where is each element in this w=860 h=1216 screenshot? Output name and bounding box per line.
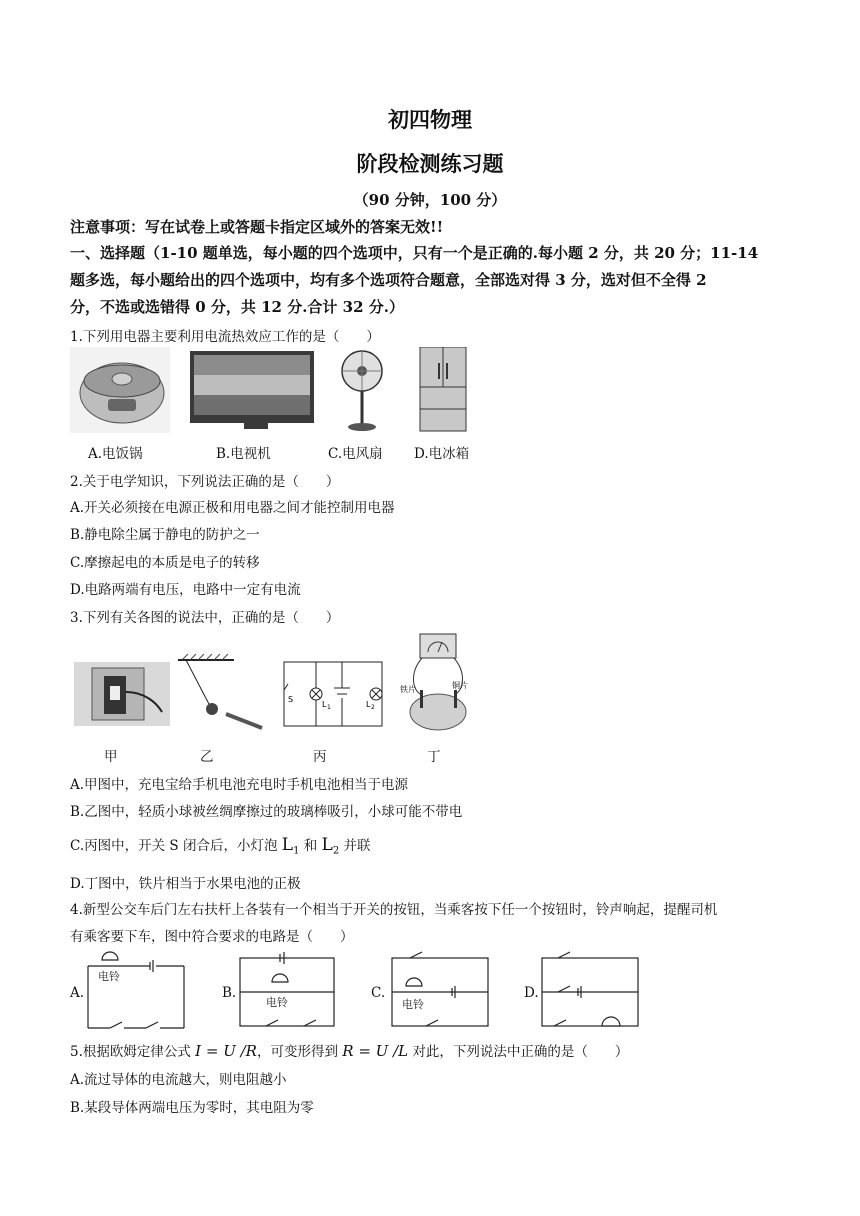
q3-option-b: B.乙图中，轻质小球被丝绸摩擦过的玻璃棒吸引，小球可能不带电 [70,804,463,820]
pendulum-image [178,654,262,728]
q1-option-c: C.电风扇 [328,446,383,462]
q1-option-b: B.电视机 [216,446,271,462]
q2-stem: 2.关于电学知识，下列说法正确的是（ ） [70,474,340,490]
q3-caption-bing: 丙 [313,749,327,765]
q5-stem [70,1040,628,1060]
q4-option-b-label: B. [222,985,237,1001]
lamp-l1-label: L [322,700,327,709]
lamp-l2-label: L [366,700,371,709]
q2-option-c: C.摩擦起电的本质是电子的转移 [70,555,260,571]
q3-option-d: D.丁图中，铁片相当于水果电池的正极 [70,876,301,892]
exam-meta: （90 分钟，100 分） [353,191,507,209]
circuit-d [542,952,638,1026]
iron-sheet-label: 铁片 [400,685,416,694]
q4-circuits [80,950,670,1036]
q4-option-c-label: C. [371,985,386,1001]
q2-option-b: B.静电除尘属于静电的防护之一 [70,527,260,543]
l2-symbol: L [321,835,333,855]
notice-text: 注意事项：写在试卷上或答题卡指定区域外的答案无效!! [70,218,444,236]
q2-option-d: D.电路两端有电压，电路中一定有电流 [70,582,301,598]
q1-option-a: A.电饭锅 [88,446,143,462]
fan-image [342,351,382,431]
lamp-l2-sub: 2 [371,704,375,711]
q1-figures [70,347,490,435]
q5-option-a: A.流过导体的电流越大，则电阻越小 [70,1072,287,1088]
tv-image [190,351,314,429]
q3-option-c-mid: 和 [299,838,322,854]
q2-option-a: A.开关必须接在电源正极和用电器之间才能控制用电器 [70,500,395,516]
circuit-b-bell-label: 电铃 [266,996,288,1009]
q3-figures [70,632,490,732]
circuit-c [392,952,488,1026]
page-subtitle: 阶段检测练习题 [356,151,504,176]
q3-option-c [70,834,371,857]
lamp-l1-sub: 1 [327,704,331,711]
powerbank-image [74,662,170,726]
section-heading-line2: 题多选，每小题给出的四个选项中，均有多个选项符合题意，全部选对得 3 分，选对但不全得 2 [70,271,707,289]
q5-stem-mid: ，可变形得到 [256,1044,343,1060]
q1-stem: 1.下列用电器主要利用电流热效应工作的是（ ） [70,329,380,345]
q5-stem-pre: 5.根据欧姆定律公式 [70,1044,196,1060]
switch-s-label: S [288,695,294,704]
ohms-law-formula: I = U /R [195,1042,257,1060]
section-heading-line1: 一、选择题（1-10 题单选，每小题的四个选项中，只有一个是正确的.每小题 2 分，共 20 分；11-14 [70,244,759,262]
circuit-a [88,952,184,1028]
q3-option-c-post: 并联 [339,838,371,854]
q3-caption-yi: 乙 [200,749,214,765]
l1-subscript: 1 [293,845,300,857]
q4-stem-line1: 4.新型公交车后门左右扶杆上各装有一个相当于开关的按钮，当乘客按下任一个按钮时，铃声响起，提醒司机 [70,902,718,918]
q3-option-a: A.甲图中，充电宝给手机电池充电时手机电池相当于电源 [70,777,409,793]
q3-stem: 3.下列有关各图的说法中，正确的是（ ） [70,610,340,626]
q3-caption-ding: 丁 [427,749,441,765]
q3-caption-jia: 甲 [104,749,118,765]
circuit-a-bell-label: 电铃 [98,970,120,983]
section-heading-line3: 分，不选或选错得 0 分，共 12 分.合计 32 分.） [70,298,404,316]
copper-sheet-label: 铜片 [452,681,468,690]
q3-option-c-pre: C.丙图中，开关 S 闭合后，小灯泡 [70,838,282,854]
q5-option-b: B.某段导体两端电压为零时，其电阻为零 [70,1100,314,1116]
q4-stem-line2: 有乘客要下车，图中符合要求的电路是（ ） [70,929,354,945]
page-title: 初四物理 [388,107,472,132]
circuit-c-bell-label: 电铃 [402,998,424,1011]
fridge-image [420,347,466,431]
l2-subscript: 2 [332,845,340,857]
l1-symbol: L [281,835,294,855]
q4-option-d-label: D. [524,985,539,1001]
q1-option-d: D.电冰箱 [414,446,470,462]
circuit-b [240,952,334,1026]
q4-option-a-label: A. [70,985,85,1001]
parallel-circuit-diagram [284,662,382,726]
resistance-formula: R = U /L [342,1042,409,1060]
q5-stem-post: 对此，下列说法中正确的是（ ） [408,1044,629,1060]
rice-cooker-image [70,347,170,433]
